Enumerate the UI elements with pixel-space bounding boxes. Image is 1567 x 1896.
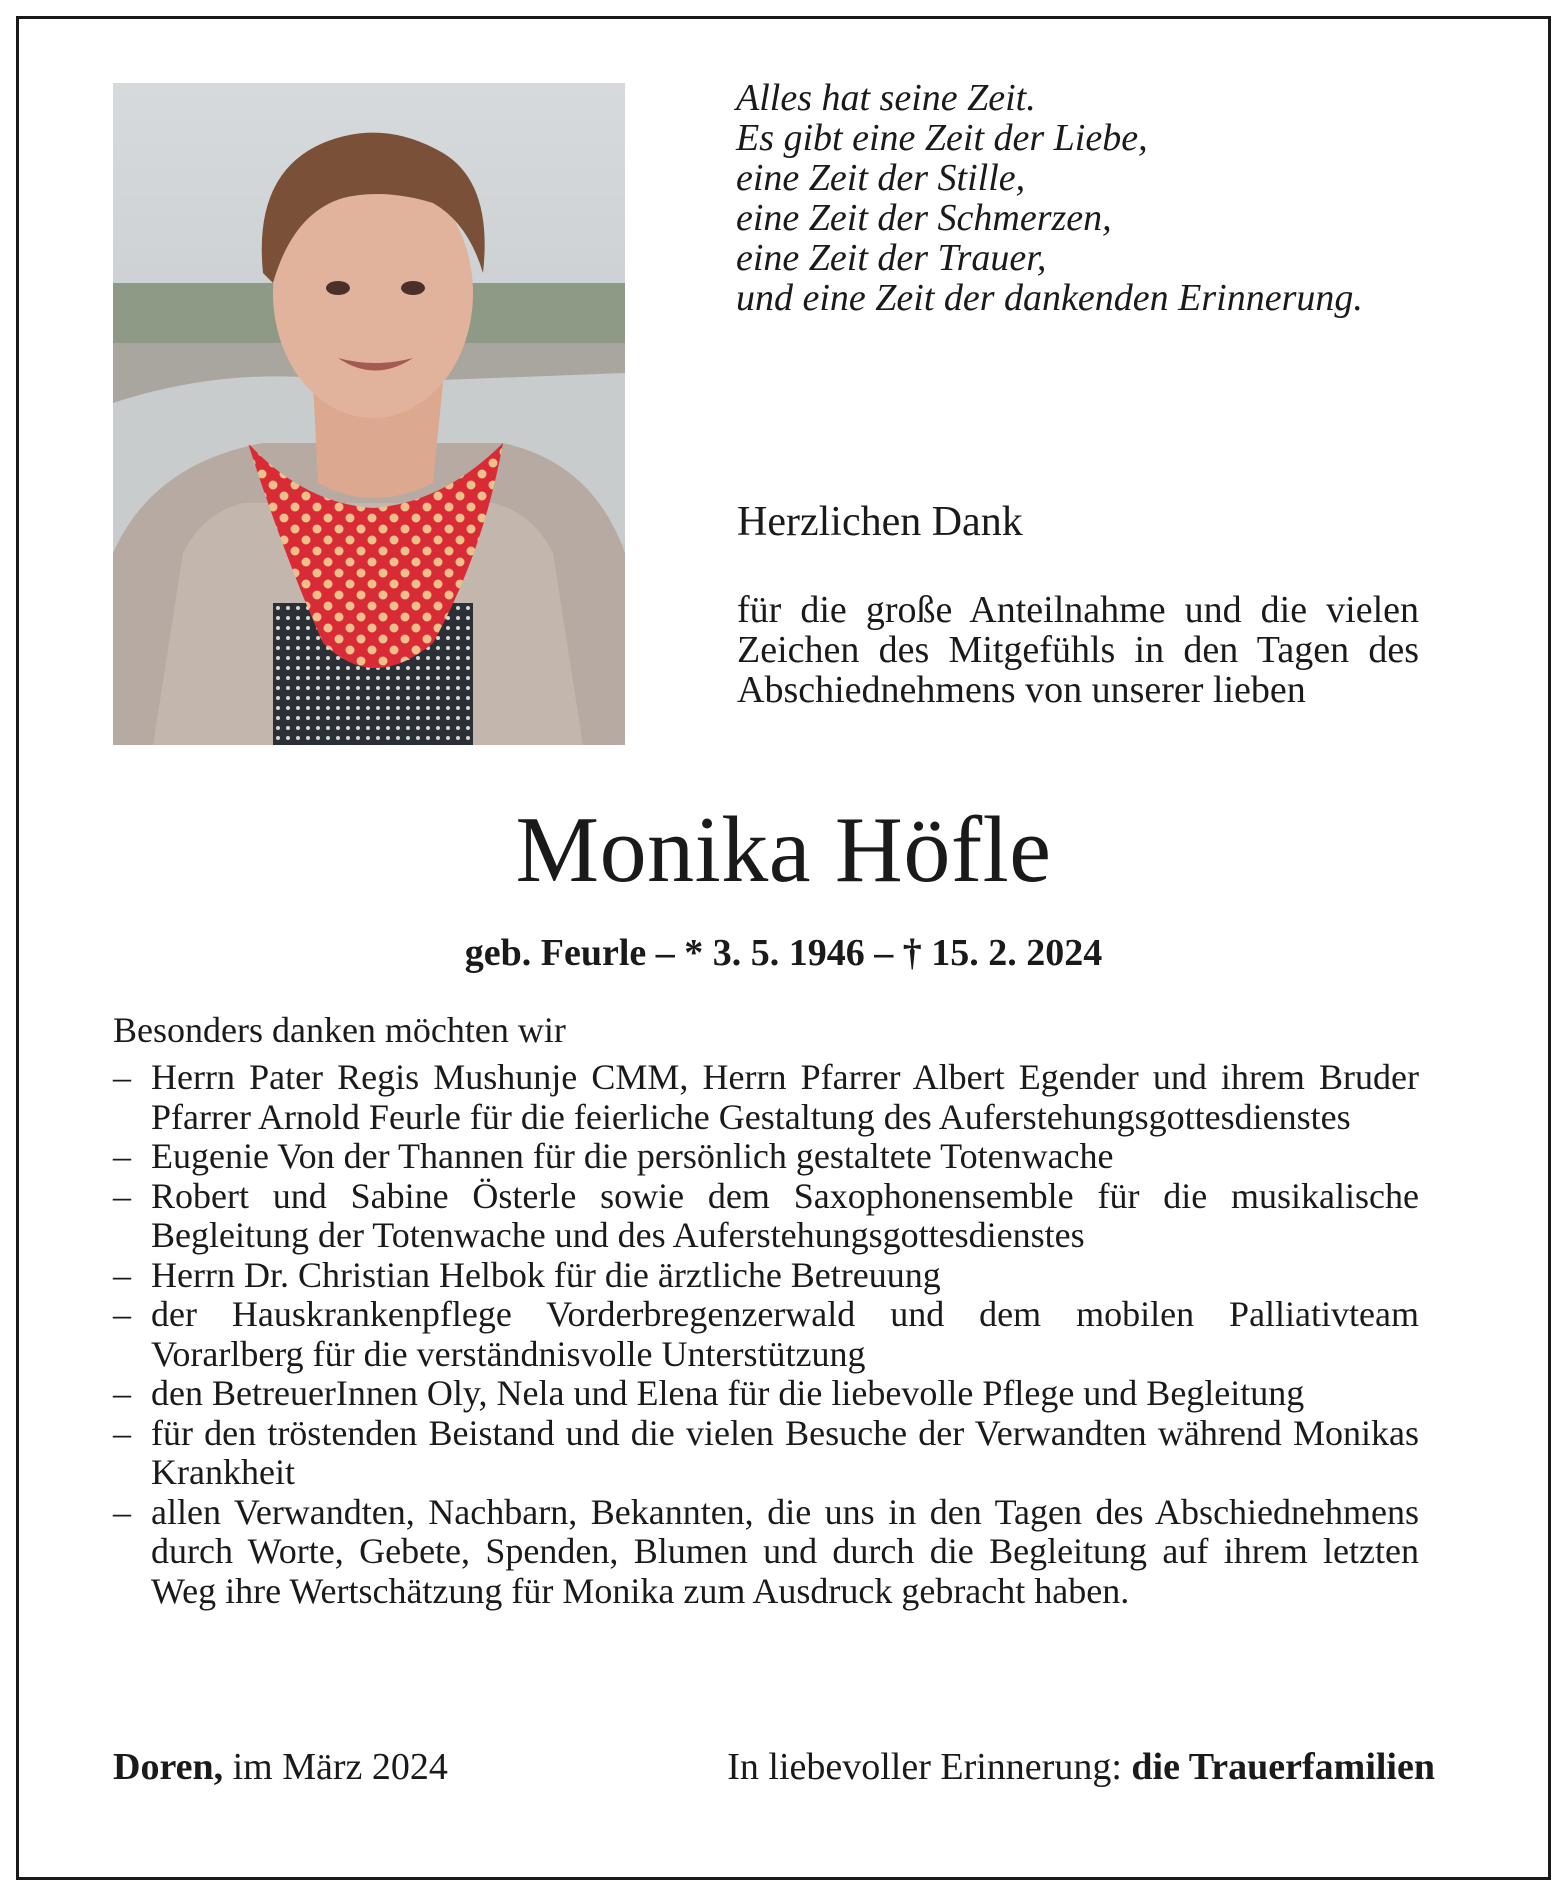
poem-line: eine Zeit der Schmerzen, (736, 197, 1112, 239)
deceased-name: Monika Höfle (515, 798, 1052, 902)
signature (727, 1744, 1435, 1790)
list-item: – Herrn Dr. Christian Helbok für die ärztliche Betreuung (113, 1256, 1419, 1296)
poem-line: eine Zeit der Stille, (736, 157, 1026, 199)
deceased-dates: geb. Feurle – * 3. 5. 1946 – † 15. 2. 2024 (464, 932, 1103, 974)
thanks-text: für die große Anteilnahme und die vielen Zeichen des Mitgefühls in den Tagen des Abschiednehmens von unserer lieben (737, 589, 1419, 711)
thanks-intro: Besonders danken möchten wir (113, 1010, 566, 1050)
portrait-image (113, 83, 625, 745)
thanks-heading: Herzlichen Dank (737, 499, 1023, 545)
family-name: die Trauerfamilien (1131, 1746, 1435, 1788)
list-item: – Herrn Pater Regis Mushunje CMM, Herrn Pfarrer Albert Egender und ihrem Bruder Pfarrer Arnold Feurle für die feierliche Gestaltung des Auferstehungsgottesdienstes (113, 1058, 1419, 1137)
list-item: – Eugenie Von der Thannen für die persönlich gestaltete Totenwache (113, 1137, 1419, 1177)
list-item: – Robert und Sabine Österle sowie dem Saxophonensemble für die musikalische Begleitung der Totenwache und des Auferstehungsgottesdienstes (113, 1177, 1419, 1256)
poem-line: eine Zeit der Trauer, (736, 237, 1047, 279)
place: Doren, (113, 1746, 224, 1788)
poem-line: Alles hat seine Zeit. (736, 77, 1036, 119)
poem (736, 78, 1456, 318)
memory-label: In liebevoller Erinnerung: (727, 1746, 1122, 1788)
poem-line: und eine Zeit der dankenden Erinnerung. (736, 277, 1363, 319)
list-item: – den BetreuerInnen Oly, Nela und Elena für die liebevolle Pflege und Begleitung (113, 1374, 1419, 1414)
poem-line: Es gibt eine Zeit der Liebe, (736, 117, 1148, 159)
list-item: – der Hauskrankenpflege Vorderbregenzerwald und dem mobilen Palliativteam Vorarlberg für die verständnisvolle Unterstützung (113, 1295, 1419, 1374)
thanks-list (113, 1058, 1419, 1611)
list-item: – für den tröstenden Beistand und die vielen Besuche der Verwandten während Monikas Krankheit (113, 1414, 1419, 1493)
portrait-photo (113, 83, 625, 745)
date: im März 2024 (232, 1746, 448, 1788)
place-date (113, 1744, 448, 1790)
list-item: – allen Verwandten, Nachbarn, Bekannten, die uns in den Tagen des Abschiednehmens durch Worte, Gebete, Spenden, Blumen und durch die Begleitung auf ihrem letzten Weg ihre Wertschätzung für Monika zum Ausdruck gebracht haben. (113, 1493, 1419, 1612)
